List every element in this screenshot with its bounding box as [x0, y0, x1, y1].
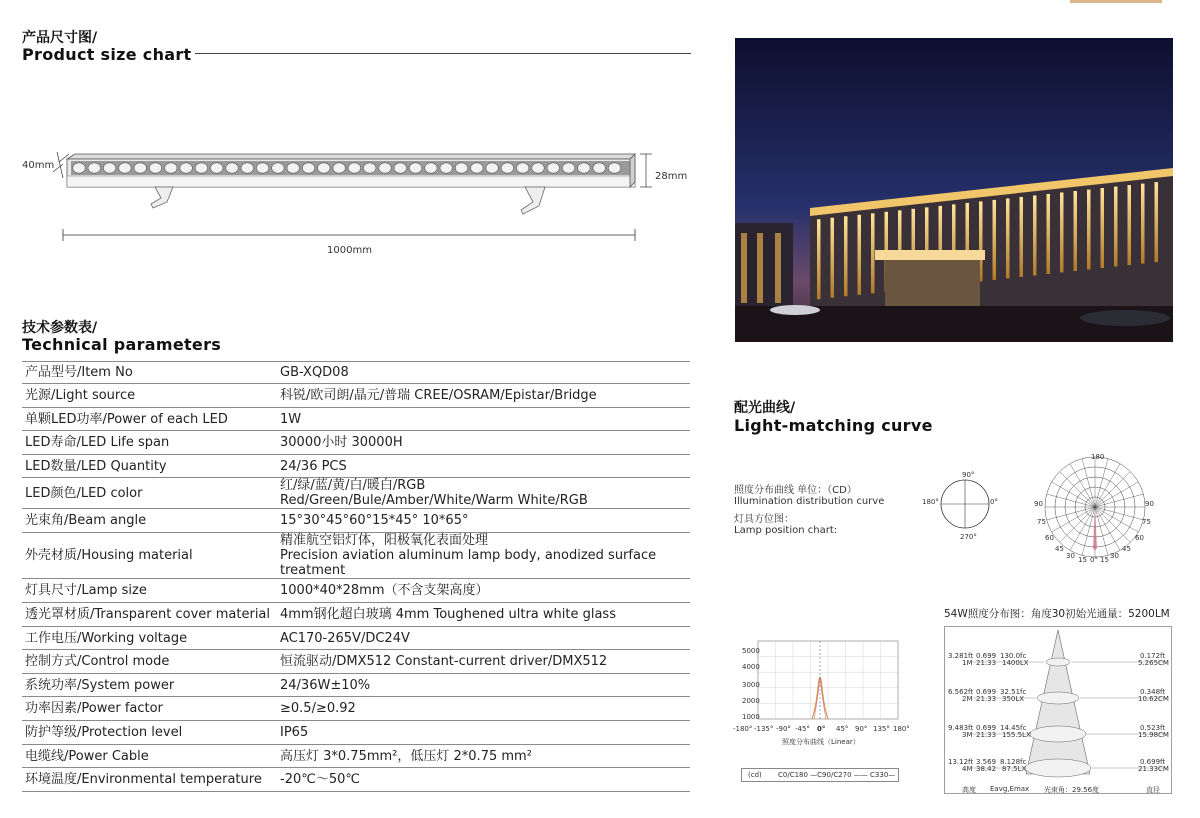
lin-ytick: 2000 — [742, 697, 760, 705]
polar-spoke — [1047, 507, 1095, 520]
lin-xtick: -90° — [776, 725, 791, 733]
led-bead — [364, 163, 376, 173]
lin-ytick: 1000 — [742, 713, 760, 721]
led-bead — [73, 163, 85, 173]
polar-label: 75 — [1142, 518, 1151, 526]
pos-label-270: 270° — [960, 533, 977, 541]
dim-height-label: 28mm — [655, 171, 688, 182]
curve-title-en: Light-matching curve — [734, 416, 933, 435]
tech-row — [22, 533, 690, 579]
polar-spoke — [1095, 507, 1130, 542]
tech-value-line: ≥0.5/≥0.92 — [280, 701, 356, 716]
tech-row-key: 系统功率/System power — [22, 674, 276, 697]
tech-value-line: 高压灯 3*0.75mm²，低压灯 2*0.75 mm² — [280, 748, 532, 764]
cone-row-a1: 0.699 — [976, 724, 997, 732]
facade-light-strip — [858, 215, 862, 295]
cone-row-r2: 10.62CM — [1138, 695, 1169, 703]
led-bead — [88, 163, 100, 173]
tech-value-line: 科锐/欧司朗/晶元/普瑞 CREE/OSRAM/Epistar/Bridge — [280, 388, 597, 403]
tech-row-value — [276, 627, 690, 650]
top-accent-stripe — [1070, 0, 1162, 3]
tech-row-value — [276, 384, 690, 408]
facade-light-strip — [1033, 195, 1037, 275]
tech-row-value — [276, 455, 690, 478]
led-bead — [394, 163, 406, 173]
tech-row-value — [276, 408, 690, 431]
tech-row-key: LED寿命/LED Life span — [22, 431, 276, 455]
tech-row-key: 功率因素/Power factor — [22, 697, 276, 721]
led-bead — [532, 163, 544, 173]
tech-value-line: 红/绿/蓝/黄/白/暖白/RGB — [280, 478, 426, 493]
led-bead — [501, 163, 513, 173]
tech-row — [22, 627, 690, 650]
cone-footer-dia: 直径 — [1146, 786, 1160, 794]
lin-xtick: 45° — [836, 725, 849, 733]
legend-series: C0/C180 —C90/C270 —— C330— — [778, 771, 896, 779]
dim-length-label: 1000mm — [327, 245, 372, 256]
facade-light-strip — [1047, 194, 1051, 274]
led-bead — [455, 163, 467, 173]
led-bead — [256, 163, 268, 173]
tech-row-value — [276, 603, 690, 627]
polar-label: 45 — [1122, 545, 1131, 553]
night-building-photo — [735, 38, 1173, 342]
tech-value-line: 1W — [280, 411, 302, 427]
tech-row-key: 电缆线/Power Cable — [22, 745, 276, 768]
facade-light-strip — [1101, 188, 1105, 268]
cone-row-m: 2M — [962, 695, 973, 703]
tech-row — [22, 745, 690, 768]
tech-value-line: AC170-265V/DC24V — [280, 630, 410, 646]
tech-row — [22, 455, 690, 478]
tech-row-value — [276, 579, 690, 603]
tech-row-value — [276, 509, 690, 533]
tech-value-line-2: Precision aviation aluminum lamp body, anodized surface treatment — [280, 548, 657, 578]
tech-value-line: -20℃～50℃ — [280, 772, 360, 787]
polar-label: 75 — [1037, 518, 1046, 526]
led-bead — [471, 163, 483, 173]
facade-light-strip — [1087, 190, 1091, 270]
tech-row-value — [276, 674, 690, 697]
polar-spoke — [1060, 472, 1095, 507]
tech-value-line: 精准航空铝灯体，阳极氧化表面处理 — [280, 533, 489, 548]
tech-row-key: 环境温度/Environmental temperature — [22, 768, 276, 792]
facade-light-strip — [1114, 187, 1118, 267]
led-bead — [425, 163, 437, 173]
polar-spoke — [1095, 472, 1130, 507]
size-chart-title-cn: 产品尺寸图/ — [22, 30, 98, 46]
led-bead — [180, 163, 192, 173]
tech-value-line: 24/36W±10% — [280, 677, 371, 693]
lin-xtick: -180° — [733, 725, 753, 733]
tech-row-value — [276, 721, 690, 745]
size-chart-title-en: Product size chart — [22, 45, 192, 64]
tech-row-key: 光束角/Beam angle — [22, 509, 276, 533]
facade-light-strip — [817, 219, 821, 299]
lin-xtick: 135° — [873, 725, 890, 733]
polar-label: 0° — [1090, 556, 1098, 564]
polar-spoke — [1095, 507, 1120, 550]
curve-desc-2: Illumination distribution curve — [734, 496, 885, 507]
polar-spoke — [1052, 482, 1095, 507]
lin-xtick: 0° — [817, 725, 826, 733]
facade-light-strip — [993, 200, 997, 280]
tech-row — [22, 579, 690, 603]
led-bead — [348, 163, 360, 173]
polar-spoke — [1095, 507, 1138, 532]
polar-label: 90 — [1034, 500, 1043, 508]
tech-value-line: 24/36 PCS — [280, 458, 347, 474]
facade-light-strip — [871, 213, 875, 293]
tech-row-value — [276, 650, 690, 674]
legend-cd: (cd) — [748, 771, 762, 779]
lin-ytick: 4000 — [742, 663, 760, 671]
led-bead — [149, 163, 161, 173]
tech-row — [22, 408, 690, 431]
cone-row-r1: 0.172ft — [1140, 652, 1166, 660]
cone-row-r1: 0.348ft — [1140, 688, 1166, 696]
cone-row-a1: 0.699 — [976, 688, 997, 696]
led-bead — [562, 163, 574, 173]
led-bead — [486, 163, 498, 173]
tech-title-en: Technical parameters — [22, 335, 222, 354]
led-bead — [226, 163, 238, 173]
facade-light-strip — [1141, 184, 1145, 264]
pos-label-180: 180° — [922, 498, 939, 506]
tech-row-key: LED颜色/LED color — [22, 478, 276, 509]
facade-light-strip — [844, 216, 848, 296]
tech-title-cn: 技术参数表/ — [22, 320, 98, 336]
facade-light-strip — [1074, 191, 1078, 271]
cone-footer-avg: Eavg,Emax — [990, 785, 1030, 793]
cone-row-a1: 3.569 — [976, 758, 997, 766]
lin-ytick: 3000 — [742, 681, 760, 689]
cone-row-r2: 15.98CM — [1138, 731, 1169, 739]
tech-row — [22, 650, 690, 674]
cone-row-b1: 14.45fc — [1000, 724, 1027, 732]
led-bead — [119, 163, 131, 173]
facade-light-strip — [1128, 185, 1132, 265]
cone-row-r2: 21.33CM — [1138, 765, 1169, 773]
pos-label-0: 0° — [990, 498, 998, 506]
tech-row — [22, 362, 690, 384]
tech-row — [22, 603, 690, 627]
pos-label-90: 90° — [962, 471, 975, 479]
cone-row-a2: 21.33 — [976, 731, 997, 739]
tech-row-key: LED数量/LED Quantity — [22, 455, 276, 478]
polar-spoke — [1060, 507, 1095, 542]
cone-row-a1: 0.699 — [976, 652, 997, 660]
cone-row-m: 1M — [962, 659, 973, 667]
led-bead — [409, 163, 421, 173]
tech-row-key: 光源/Light source — [22, 384, 276, 408]
cone-row-b2: 87.5LX — [1002, 765, 1027, 773]
facade-light-strip — [831, 218, 835, 298]
tech-row — [22, 384, 690, 408]
cone-row-ft: 13.12ft — [948, 758, 974, 766]
polar-label: 15 — [1078, 556, 1087, 564]
tech-value-line: GB-XQD08 — [280, 365, 349, 380]
tech-value-line: 1000*40*28mm（不含支架高度） — [280, 583, 489, 598]
lin-caption: 照度分布曲线（Linear） — [782, 738, 860, 746]
polar-label: 60 — [1135, 534, 1144, 542]
lin-xtick: 90° — [855, 725, 868, 733]
facade-light-strip — [1060, 193, 1064, 273]
cone-title: 54W照度分布图：角度30初始光通量：5200LM — [944, 608, 1170, 620]
led-bead — [593, 163, 605, 173]
cone-row-r1: 0.523ft — [1140, 724, 1166, 732]
cone-row-a2: 38.42 — [976, 765, 997, 773]
tech-value-line: 15°30°45°60°15*45° 10*65° — [280, 513, 469, 528]
cone-row-m: 3M — [962, 731, 973, 739]
led-bead — [517, 163, 529, 173]
cone-row-b2: 1400LX — [1002, 659, 1029, 667]
tech-row-value — [276, 768, 690, 792]
led-bead — [379, 163, 391, 173]
cone-row-b2: 350LX — [1002, 695, 1025, 703]
facade-light-strip — [1155, 182, 1159, 262]
tech-row-key: 产品型号/Item No — [22, 362, 276, 384]
polar-spoke — [1052, 507, 1095, 532]
led-bead — [165, 163, 177, 173]
polar-spoke — [1047, 494, 1095, 507]
size-chart-rule — [195, 53, 691, 54]
cone-row-r2: 5.265CM — [1138, 659, 1169, 667]
led-bead — [134, 163, 146, 173]
led-bead — [287, 163, 299, 173]
led-bead — [440, 163, 452, 173]
led-bead — [103, 163, 115, 173]
cone-footer-height: 高度 — [962, 786, 976, 794]
polar-label: 180 — [1091, 453, 1105, 461]
facade-light-strip — [1020, 197, 1024, 277]
led-bead — [211, 163, 223, 173]
cone-row-a2: 21.33 — [976, 659, 997, 667]
polar-label: 30 — [1066, 552, 1075, 560]
tech-row-key: 外壳材质/Housing material — [22, 533, 276, 579]
dim-width-label: 40mm — [22, 160, 55, 171]
polar-spoke — [1095, 507, 1143, 520]
tech-row-key: 控制方式/Control mode — [22, 650, 276, 674]
cone-row-ft: 9.483ft — [948, 724, 974, 732]
tech-row-value — [276, 745, 690, 768]
tech-row-value — [276, 431, 690, 455]
tech-row-key: 工作电压/Working voltage — [22, 627, 276, 650]
lin-xtick: -45° — [795, 725, 810, 733]
cone-row-b2: 155.5LX — [1002, 731, 1031, 739]
polar-spoke — [1095, 494, 1143, 507]
tech-row-key: 灯具尺寸/Lamp size — [22, 579, 276, 603]
polar-spoke — [1095, 459, 1108, 507]
cone-row-r1: 0.699ft — [1140, 758, 1166, 766]
cone-footer-beam: 光束角：29.56度 — [1044, 786, 1100, 794]
led-bead — [608, 163, 620, 173]
tech-row-value — [276, 533, 690, 579]
led-bead — [272, 163, 284, 173]
tech-row-key: 单颗LED功率/Power of each LED — [22, 408, 276, 431]
tech-value-line: 恒流驱动/DMX512 Constant-current driver/DMX512 — [280, 654, 608, 669]
polar-label: 60 — [1045, 534, 1054, 542]
tech-value-line: 30000小时 30000H — [280, 435, 403, 450]
tech-row-value — [276, 362, 690, 384]
linear-distribution-chart — [740, 637, 900, 725]
polar-spoke — [1082, 459, 1095, 507]
curve-desc-4: Lamp position chart: — [734, 525, 838, 536]
tech-row — [22, 768, 690, 792]
tech-row-key: 防护等级/Protection level — [22, 721, 276, 745]
curve-desc-1: 照度分布曲线 单位：（CD） — [734, 485, 857, 496]
tech-row — [22, 674, 690, 697]
led-bead — [547, 163, 559, 173]
cone-row-b1: 8.128fc — [1000, 758, 1027, 766]
led-bead — [195, 163, 207, 173]
polar-label: 15 — [1100, 556, 1109, 564]
tech-row — [22, 697, 690, 721]
cone-row-m: 4M — [962, 765, 973, 773]
led-bead — [318, 163, 330, 173]
tech-row-key: 透光罩材质/Transparent cover material — [22, 603, 276, 627]
tech-value-line: 4mm钢化超白玻璃 4mm Toughened ultra white glass — [280, 607, 616, 622]
cone-row-b1: 130.0fc — [1000, 652, 1027, 660]
led-bead — [333, 163, 345, 173]
facade-light-strip — [1006, 198, 1010, 278]
tech-row-value — [276, 478, 690, 509]
tech-row — [22, 431, 690, 455]
tech-row-value — [276, 697, 690, 721]
lin-xtick: 180° — [893, 725, 910, 733]
tech-value-line-2: Red/Green/Bule/Amber/White/Warm White/RGB — [280, 493, 588, 508]
led-bead — [578, 163, 590, 173]
cone-row-a2: 21.33 — [976, 695, 997, 703]
curve-desc-3: 灯具方位图： — [734, 514, 794, 525]
cone-row-ft: 3.281ft — [948, 652, 974, 660]
tech-value-line: IP65 — [280, 725, 309, 740]
led-bead — [302, 163, 314, 173]
tech-row — [22, 478, 690, 509]
polar-spoke — [1095, 464, 1120, 507]
polar-spoke — [1095, 482, 1138, 507]
cone-row-ft: 6.562ft — [948, 688, 974, 696]
polar-label: 90 — [1145, 500, 1154, 508]
polar-spoke — [1070, 464, 1095, 507]
tech-parameters-table — [22, 361, 690, 792]
lin-ytick: 5000 — [742, 647, 760, 655]
curve-title-cn: 配光曲线/ — [734, 400, 796, 416]
polar-spoke — [1070, 507, 1095, 550]
cone-row-b1: 32.51fc — [1000, 688, 1027, 696]
led-bead — [241, 163, 253, 173]
polar-label: 45 — [1055, 545, 1064, 553]
tech-row — [22, 509, 690, 533]
lin-xtick: -135° — [754, 725, 774, 733]
tech-row — [22, 721, 690, 745]
polar-label: 30 — [1110, 552, 1119, 560]
